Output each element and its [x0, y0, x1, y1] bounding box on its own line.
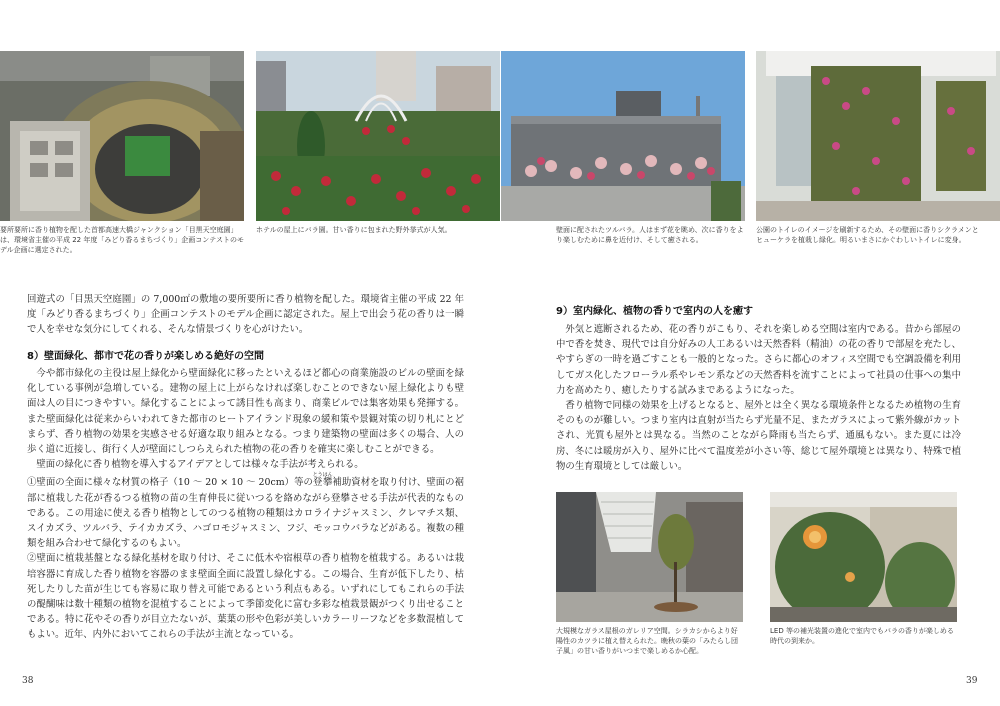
wall-greening-paragraph-1: 今や都市緑化の主役は屋上緑化から壁面緑化に移ったといえるほど都心の商業施設のビルの壁面を緑化している事例が急増している。建物の屋上に上がらなければ楽しむことのできない屋上緑化よりも壁面は人の目につきやすい。緑化することによって誘目性も高まり、商業ビルでは集客効果も発揮する。また壁面緑化は従来からいわれてきた都市のヒートアイランド現象の緩和策や景観対策の切り札にとどまらず、香り植物の効果を実感させる好適な取り組みとなる。つまり建築物の壁面は多くの場合、人の歩く道に近接し、街行く人が壁面にしつらえられた植物の花の香りを確実に楽しむことができる。 — [27, 368, 464, 456]
rose-wall-photo — [501, 51, 745, 221]
left-section-body — [27, 366, 464, 643]
indoor-greening-paragraph-2: 香り植物で同様の効果を上げるとなると、屋外とは全く異なる環境条件となるため植物の生育そのものが難しい。つまり室内は直射が当たらず光量不足、またガラスによって紫外線がカットされ、光質も屋外とは異なる。当然のことながら降雨も当たらず、通風もない。また夏には冷房、冬には暖房が入り、屋外に比べて温度差が小さい等、総じて屋外環境とは異なり、特殊で植物の生育環境としては厳しい。 — [556, 400, 961, 472]
caption-rose-wall: 壁面に配されたツルバラ。人はまず花を眺め、次に香りをより楽しむために鼻を近付け、そして癒される。 — [556, 226, 744, 244]
method-1-text-a: ①壁面の全面に様々な材質の格子（10 ～ 20 × 10 ～ 20cm）等の — [27, 477, 313, 489]
hotel-rose-garden-photo — [256, 51, 500, 221]
method-1-text-b: 補助資材を取り付け、壁面の裾部に植栽した花が香るつる植物の苗の生育伸長に従いつるを絡めながら登攀させる手法が代表的なものである。この用途に使える香り植物としてのつる植物の種類はカロライナジャスミン、クレマチス類、スイカズラ、ツルバラ、テイカカズラ、ハゴロモジャスミン、フジ、モッコウバラなどがある。複数の種類を組み合わせて緑化するのもよい。 — [27, 477, 464, 550]
page-number-left: 38 — [22, 676, 34, 686]
section-heading-wall-greening: 8）壁面緑化、都市で花の香りが楽しめる絶好の空間 — [27, 351, 264, 362]
caption-hotel-rose: ホテルの屋上にバラ園。甘い香りに包まれた野外挙式が人気。 — [256, 226, 452, 234]
wall-greening-method-1 — [27, 472, 464, 551]
caption-green-toilet: 公園のトイレのイメージを刷新するため、その壁面に香りシクラメンとヒューケラを植栽し緑化。明るいまさにかぐわしいトイレに変身。 — [756, 226, 979, 244]
indoor-greening-paragraph-1: 外気と遮断されるため、花の香りがこもり、それを楽しめる空間は室内である。昔から部屋の中で香を焚き、現代では自分好みの人工あるいは天然香料（精油）の花の香りで部屋を充たし、やすらぎの一時を過ごすことも一般的となった。さらに都心のオフィス空間でも空調設備を利用してガス化したフローラル系やレモン系などの天然香料を流すことによって社員の仕事への集中力を高めたり、癒したりする試みまであるようになった。 — [556, 324, 961, 396]
intro-text: 回遊式の「目黒天空庭園」の 7,000㎡の敷地の要所要所に香り植物を配した。環境省主催の平成 22 年度「みどり香るまちづくり」企画コンテストのモデル企画に認定された。屋上で出会う花の香りは一瞬で人を幸せな気分にしてくれる、そんな情景づくりを心がけたい。 — [27, 294, 464, 336]
caption-galleria: 大規模なガラス屋根のガレリア空間。シラカシからより好陽性のカツラに植え替えられた。晩秋の葉の「みたらし団子風」の甘い香りがいつまで楽しめるか心配。 — [556, 627, 738, 655]
section-heading-indoor-greening: 9）室内緑化、植物の香りで室内の人を癒す — [556, 306, 753, 317]
climbing-word-reading: とうはん — [312, 472, 333, 479]
led-indoor-rose-photo — [770, 492, 957, 622]
climbing-word — [312, 472, 333, 489]
caption-rooftop-garden: 要所要所に香り植物を配した首都高速大橋ジャンクション「目黒天空庭園」は、環境省主催の平成 22 年度「みどり香るまちづくり」企画コンテストのモデル企画に選定された。 — [0, 226, 245, 254]
galleria-space-photo — [556, 492, 743, 622]
green-wall-toilet-photo — [756, 51, 1000, 221]
right-section-body — [556, 322, 961, 474]
left-intro-paragraph — [27, 292, 464, 338]
wall-greening-method-2: ②壁面に植栽基盤となる緑化基材を取り付け、そこに低木や宿根草の香り植物を植栽する。あるいは栽培容器に育成した香り植物を容器のまま壁面全面に設置し緑化する。この場合、生育が低下したり、枯死したりした苗が生じても容易に取り替え可能であるという利点もある。いずれにしてもこれらの手法の醍醐味は数十種類の植物を混植することによって季節変化に富む多彩な植栽景観がつくり出せることである。特に花やその香りが目立たないが、葉葉の形や色彩が美しいカラーリーフなどを多数混植してもよい。近年、内外においてこれらの手法が主流となっている。 — [27, 553, 464, 641]
page-number-right: 39 — [966, 676, 978, 686]
caption-led-rose: LED 等の補光装置の進化で室内でもバラの香りが楽しめる時代の到来か。 — [770, 627, 954, 645]
rooftop-garden-photo — [0, 51, 244, 221]
climbing-word-base: 登攀 — [312, 477, 333, 489]
wall-greening-paragraph-2: 壁面の緑化に香り植物を導入するアイデアとしては様々な手法が考えられる。 — [36, 459, 364, 471]
